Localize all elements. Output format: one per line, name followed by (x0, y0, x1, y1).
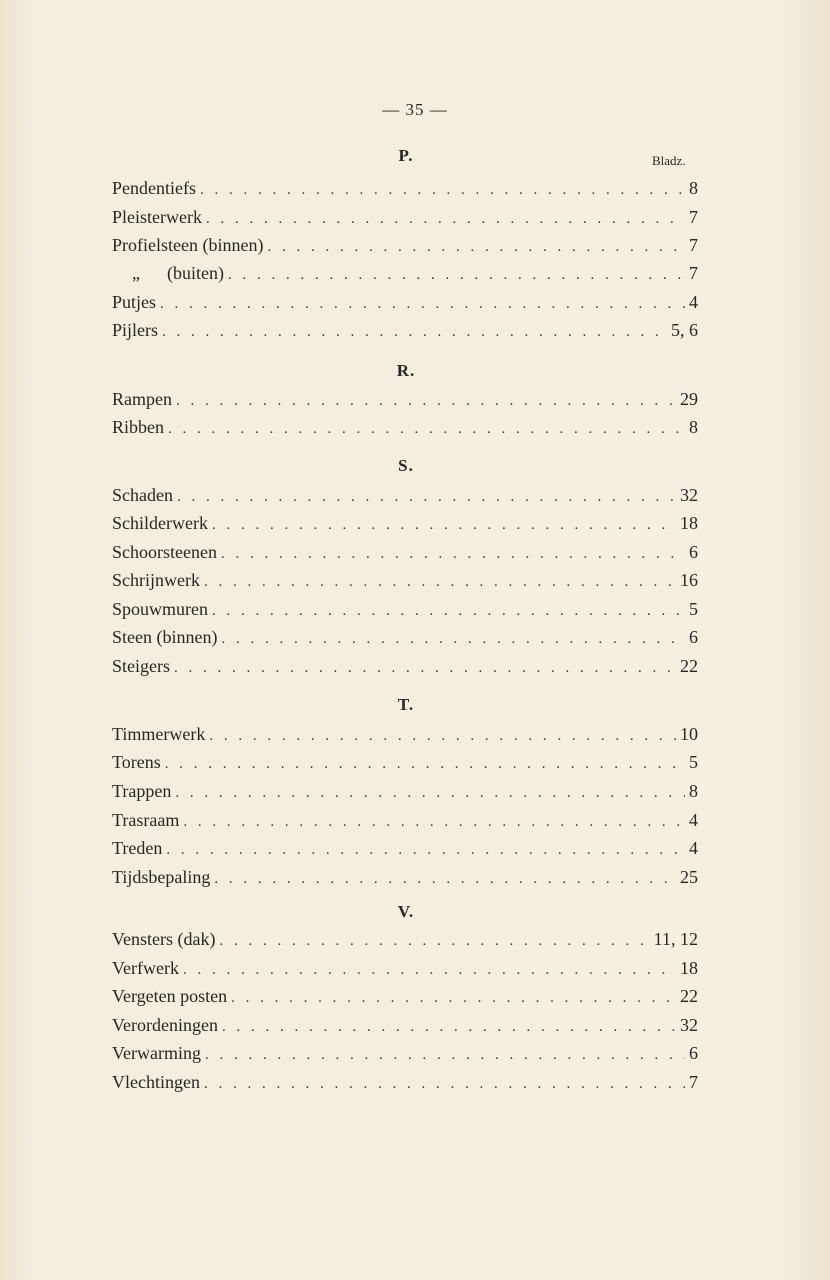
entry-page: 7 (689, 1072, 698, 1092)
entry-term: Rampen (112, 389, 172, 409)
leader-dots (219, 933, 649, 950)
entry-term: Tijdsbepaling (112, 867, 211, 887)
entry-term: Steigers (112, 656, 170, 676)
leader-dots (212, 603, 685, 620)
leader-dots (221, 631, 685, 648)
entry-term: Trasraam (112, 810, 180, 830)
leader-dots (209, 728, 676, 745)
index-entry (112, 542, 698, 566)
leader-dots (176, 393, 676, 410)
entry-term: Verfwerk (112, 958, 179, 978)
leader-dots (204, 574, 676, 591)
entry-term: Torens (112, 752, 161, 772)
entry-page: 7 (689, 235, 698, 255)
index-entry (112, 513, 698, 537)
leader-dots (162, 324, 667, 341)
entry-term: Schaden (112, 485, 173, 505)
entry-page: 6 (689, 1043, 698, 1063)
column-header-bladz: Bladz. (652, 153, 686, 168)
index-entry (112, 599, 698, 623)
entry-term: Steen (binnen) (112, 627, 218, 647)
leader-dots (214, 871, 676, 888)
section-letter-s: S. (398, 456, 414, 475)
leader-dots (165, 756, 685, 773)
index-entry (112, 810, 698, 834)
entry-term: Timmerwerk (112, 724, 206, 744)
index-entry (112, 263, 698, 287)
entry-page: 4 (689, 838, 698, 858)
entry-page: 4 (689, 292, 698, 312)
leader-dots (205, 1047, 685, 1064)
entry-term: Verwarming (112, 1043, 201, 1063)
entry-term: „ (buiten) (132, 263, 224, 283)
section-letter-t: T. (397, 695, 415, 714)
entry-term: Schilderwerk (112, 513, 208, 533)
entry-page: 11, 12 (653, 929, 698, 949)
entry-term: Spouwmuren (112, 599, 208, 619)
leader-dots (183, 814, 685, 831)
index-entry (112, 485, 698, 509)
entry-page: 32 (680, 1015, 698, 1035)
index-entry (112, 1043, 698, 1067)
index-entry (112, 838, 698, 862)
entry-page: 32 (680, 485, 698, 505)
index-entry (112, 781, 698, 805)
entry-page: 7 (689, 207, 698, 227)
entry-page: 29 (680, 389, 698, 409)
entry-page: 25 (680, 867, 698, 887)
entry-page: 4 (689, 810, 698, 830)
leader-dots (166, 842, 685, 859)
leader-dots (177, 489, 676, 506)
entry-page: 8 (689, 781, 698, 801)
leader-dots (228, 267, 685, 284)
leader-dots (222, 1019, 676, 1036)
entry-page: 5 (689, 752, 698, 772)
index-entry (112, 627, 698, 651)
page-number: — 35 — (382, 100, 448, 119)
leader-dots (212, 517, 676, 534)
section-letter-p: P. (398, 146, 414, 165)
entry-term: Treden (112, 838, 163, 858)
entry-term: Trappen (112, 781, 172, 801)
entry-page: 6 (689, 542, 698, 562)
leader-dots (267, 239, 685, 256)
index-entry (112, 417, 698, 441)
entry-page: 6 (689, 627, 698, 647)
index-entry (112, 320, 698, 344)
entry-page: 10 (680, 724, 698, 744)
index-entry (112, 958, 698, 982)
entry-term: Vensters (dak) (112, 929, 216, 949)
index-entry (112, 1015, 698, 1039)
section-letter-v: V. (397, 902, 415, 921)
entry-term: Pendentiefs (112, 178, 196, 198)
index-entry (112, 656, 698, 680)
entry-term: Vlechtingen (112, 1072, 200, 1092)
index-entry (112, 1072, 698, 1096)
entry-page: 22 (680, 656, 698, 676)
index-entry (112, 986, 698, 1010)
entry-term: Schrijnwerk (112, 570, 200, 590)
entry-page: 18 (680, 958, 698, 978)
index-entry (112, 570, 698, 594)
entry-term: Vergeten posten (112, 986, 228, 1006)
index-entry (112, 929, 698, 953)
leader-dots (200, 182, 685, 199)
entry-page: 16 (680, 570, 698, 590)
index-entry (112, 292, 698, 316)
entry-term: Schoorsteenen (112, 542, 217, 562)
entry-term: Profielsteen (binnen) (112, 235, 264, 255)
index-entry (112, 867, 698, 891)
section-letter-r: R. (396, 361, 416, 380)
entry-page: 22 (680, 986, 698, 1006)
entry-term: Pleisterwerk (112, 207, 202, 227)
entry-page: 5 (689, 599, 698, 619)
leader-dots (231, 990, 676, 1007)
entry-term: Pijlers (112, 320, 159, 340)
entry-page: 18 (680, 513, 698, 533)
entry-term: Putjes (112, 292, 157, 312)
leader-dots (160, 296, 685, 313)
entry-page: 7 (689, 263, 698, 283)
entry-page: 8 (689, 417, 698, 437)
leader-dots (206, 211, 685, 228)
entry-term: Ribben (112, 417, 164, 437)
index-entry (112, 752, 698, 776)
leader-dots (175, 785, 685, 802)
index-entry (112, 178, 698, 202)
index-entry (112, 207, 698, 231)
leader-dots (221, 546, 685, 563)
entry-page: 8 (689, 178, 698, 198)
leader-dots (168, 421, 685, 438)
leader-dots (174, 660, 676, 677)
leader-dots (204, 1076, 685, 1093)
leader-dots (183, 962, 676, 979)
index-entry (112, 724, 698, 748)
index-entry (112, 389, 698, 413)
index-entry (112, 235, 698, 259)
entry-page: 5, 6 (671, 320, 698, 340)
entry-term: Verordeningen (112, 1015, 218, 1035)
